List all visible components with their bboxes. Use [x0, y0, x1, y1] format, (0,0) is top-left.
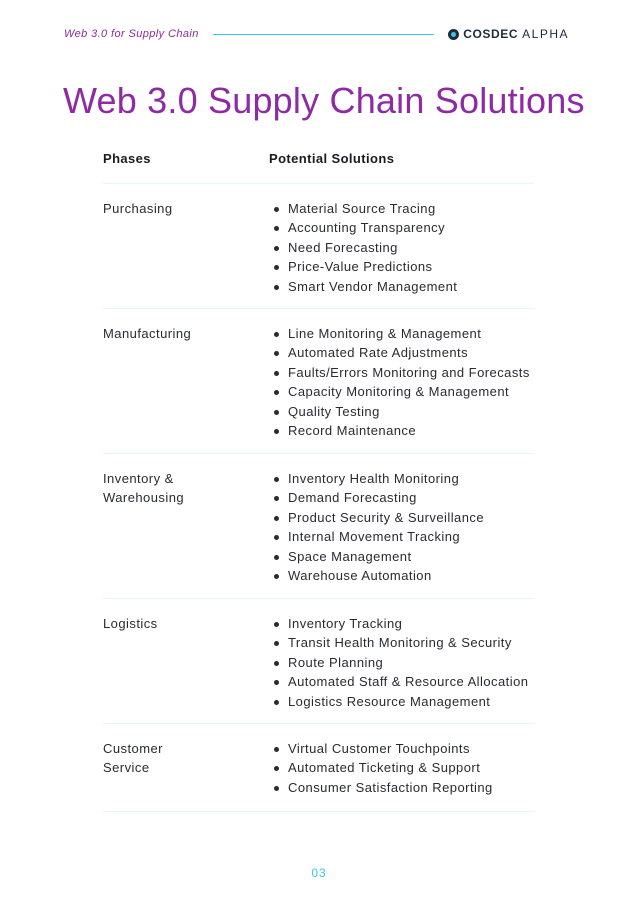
brand: [448, 27, 569, 41]
solution-item: Logistics Resource Management: [269, 692, 534, 711]
solutions-list: [269, 614, 534, 711]
phase-label: Inventory & Warehousing: [103, 471, 185, 506]
solutions-list: [269, 324, 534, 440]
table-row: [103, 309, 534, 454]
solutions-cell: [269, 614, 534, 723]
table-row: [103, 454, 534, 599]
solutions-table: [103, 145, 534, 812]
solution-item: Internal Movement Tracking: [269, 527, 534, 546]
header-divider: [213, 34, 434, 35]
phase-label: Manufacturing: [103, 326, 192, 341]
solution-item: Automated Ticketing & Support: [269, 758, 534, 777]
table-row: [103, 184, 534, 309]
table-row: [103, 599, 534, 724]
brand-tag: ALPHA: [522, 27, 569, 41]
solutions-list: [269, 199, 534, 296]
solution-item: Warehouse Automation: [269, 566, 534, 585]
column-header-phases: Phases: [103, 151, 151, 166]
phase-label: Purchasing: [103, 201, 173, 216]
solutions-cell: [269, 199, 534, 308]
solution-item: Need Forecasting: [269, 238, 534, 257]
solution-item: Inventory Tracking: [269, 614, 534, 633]
cosdec-logo-icon: [448, 29, 459, 40]
solution-item: Smart Vendor Management: [269, 277, 534, 296]
solution-item: Accounting Transparency: [269, 218, 534, 237]
page-header: [64, 24, 569, 44]
solution-item: Consumer Satisfaction Reporting: [269, 778, 534, 797]
solutions-cell: [269, 324, 534, 453]
solution-item: Route Planning: [269, 653, 534, 672]
solutions-list: [269, 469, 534, 585]
table-header: [103, 145, 534, 184]
page-title: Web 3.0 Supply Chain Solutions: [63, 80, 585, 121]
page-number: 03: [311, 866, 327, 880]
solution-item: Demand Forecasting: [269, 488, 534, 507]
solution-item: Transit Health Monitoring & Security: [269, 633, 534, 652]
column-header-solutions: Potential Solutions: [269, 151, 395, 166]
phase-label: Customer Service: [103, 741, 163, 776]
solution-item: Faults/Errors Monitoring and Forecasts: [269, 363, 534, 382]
solution-item: Automated Rate Adjustments: [269, 343, 534, 362]
solution-item: Space Management: [269, 547, 534, 566]
solution-item: Record Maintenance: [269, 421, 534, 440]
solutions-cell: [269, 739, 534, 811]
phase-label: Logistics: [103, 616, 158, 631]
solution-item: Inventory Health Monitoring: [269, 469, 534, 488]
brand-name: COSDEC: [463, 27, 519, 41]
solution-item: Quality Testing: [269, 402, 534, 421]
solution-item: Material Source Tracing: [269, 199, 534, 218]
solution-item: Capacity Monitoring & Management: [269, 382, 534, 401]
solutions-cell: [269, 469, 534, 598]
table-row: [103, 724, 534, 812]
solution-item: Virtual Customer Touchpoints: [269, 739, 534, 758]
solution-item: Line Monitoring & Management: [269, 324, 534, 343]
solution-item: Product Security & Surveillance: [269, 508, 534, 527]
solution-item: Automated Staff & Resource Allocation: [269, 672, 534, 691]
solution-item: Price-Value Predictions: [269, 257, 534, 276]
header-title: Web 3.0 for Supply Chain: [64, 28, 199, 40]
solutions-list: [269, 739, 534, 797]
